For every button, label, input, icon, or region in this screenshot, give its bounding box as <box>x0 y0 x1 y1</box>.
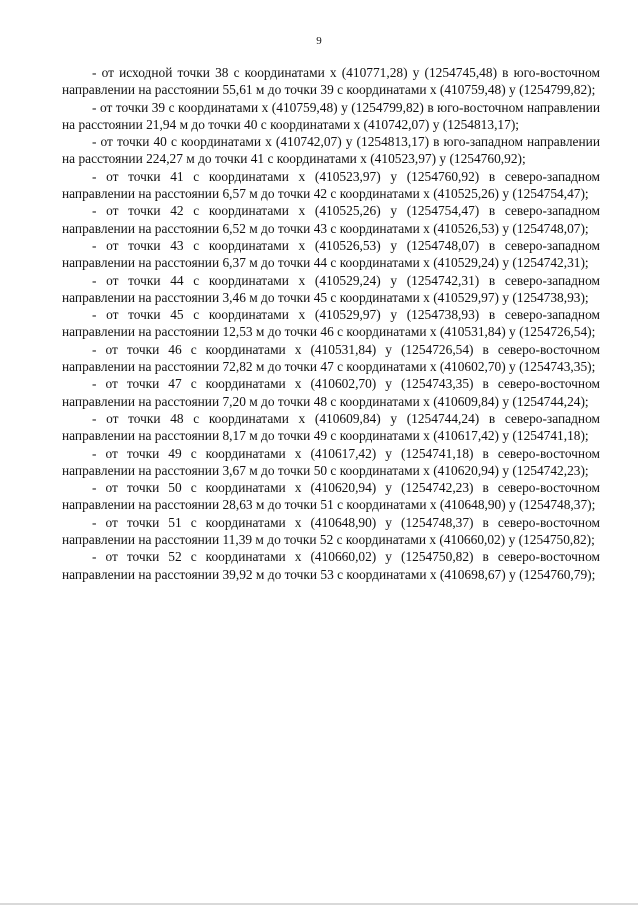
boundary-paragraph: - от точки 41 с координатами х (410523,97) у (1254760,92) в северо-западном направлении на расстоянии 6,57 м до точки 42 с координатами х (410525,26) у (1254754,47); <box>62 168 600 202</box>
boundary-paragraph: - от точки 50 с координатами х (410620,94) у (1254742,23) в северо-восточном направлении на расстоянии 28,63 м до точки 51 с координатами х (410648,90) у (1254748,37); <box>62 480 600 513</box>
boundary-paragraph: - от точки 43 с координатами х (410526,53) у (1254748,07) в северо-западном направлении на расстоянии 6,37 м до точки 44 с координатами х (410529,24) у (1254742,31); <box>62 237 600 271</box>
boundary-paragraph: - от точки 40 с координатами х (410742,07) у (1254813,17) в юго-западном направлении на расстоянии 224,27 м до точки 41 с координатами х (410523,97) у (1254760,92); <box>62 134 600 167</box>
boundary-paragraph: - от точки 44 с координатами х (410529,24) у (1254742,31) в северо-западном направлении на расстоянии 3,46 м до точки 45 с координатами х (410529,97) у (1254738,93); <box>62 272 600 305</box>
boundary-paragraph: - от точки 45 с координатами х (410529,97) у (1254738,93) в северо-западном направлении на расстоянии 12,53 м до точки 46 с координатами х (410531,84) у (1254726,54); <box>62 307 600 340</box>
boundary-paragraph: - от точки 42 с координатами х (410525,26) у (1254754,47) в северо-западном направлении на расстоянии 6,52 м до точки 43 с координатами х (410526,53) у (1254748,07); <box>62 203 600 236</box>
boundary-paragraph: - от точки 46 с координатами х (410531,84) у (1254726,54) в северо-восточном направлении на расстоянии 72,82 м до точки 47 с координатами х (410602,70) у (1254743,35); <box>62 341 600 375</box>
boundary-paragraph: - от точки 47 с координатами х (410602,70) у (1254743,35) в северо-восточном направлении на расстоянии 7,20 м до точки 48 с координатами х (410609,84) у (1254744,24); <box>62 376 600 409</box>
page-number: 9 <box>316 35 322 47</box>
boundary-paragraph: - от точки 51 с координатами х (410648,90) у (1254748,37) в северо-восточном направлении на расстоянии 11,39 м до точки 52 с координатами х (410660,02) у (1254750,82); <box>62 514 600 548</box>
boundary-paragraph: - от точки 39 с координатами х (410759,48) у (1254799,82) в юго-восточном направлении на расстоянии 21,94 м до точки 40 с координатами х (410742,07) у (1254813,17); <box>62 99 600 132</box>
boundary-paragraph: - от точки 49 с координатами х (410617,42) у (1254741,18) в северо-восточном направлении на расстоянии 3,67 м до точки 50 с координатами х (410620,94) у (1254742,23); <box>62 445 600 478</box>
boundary-paragraph: - от точки 48 с координатами х (410609,84) у (1254744,24) в северо-западном направлении на расстоянии 8,17 м до точки 49 с координатами х (410617,42) у (1254741,18); <box>62 410 600 444</box>
boundary-paragraph: - от исходной точки 38 с координатами х (410771,28) у (1254745,48) в юго-восточном направлении на расстоянии 55,61 м до точки 39 с координатами х (410759,48) у (1254799,82); <box>62 65 600 98</box>
boundary-paragraph: - от точки 52 с координатами х (410660,02) у (1254750,82) в северо-восточном направлении на расстоянии 39,92 м до точки 53 с координатами х (410698,67) у (1254760,79); <box>62 549 600 582</box>
boundary-description <box>62 64 600 583</box>
